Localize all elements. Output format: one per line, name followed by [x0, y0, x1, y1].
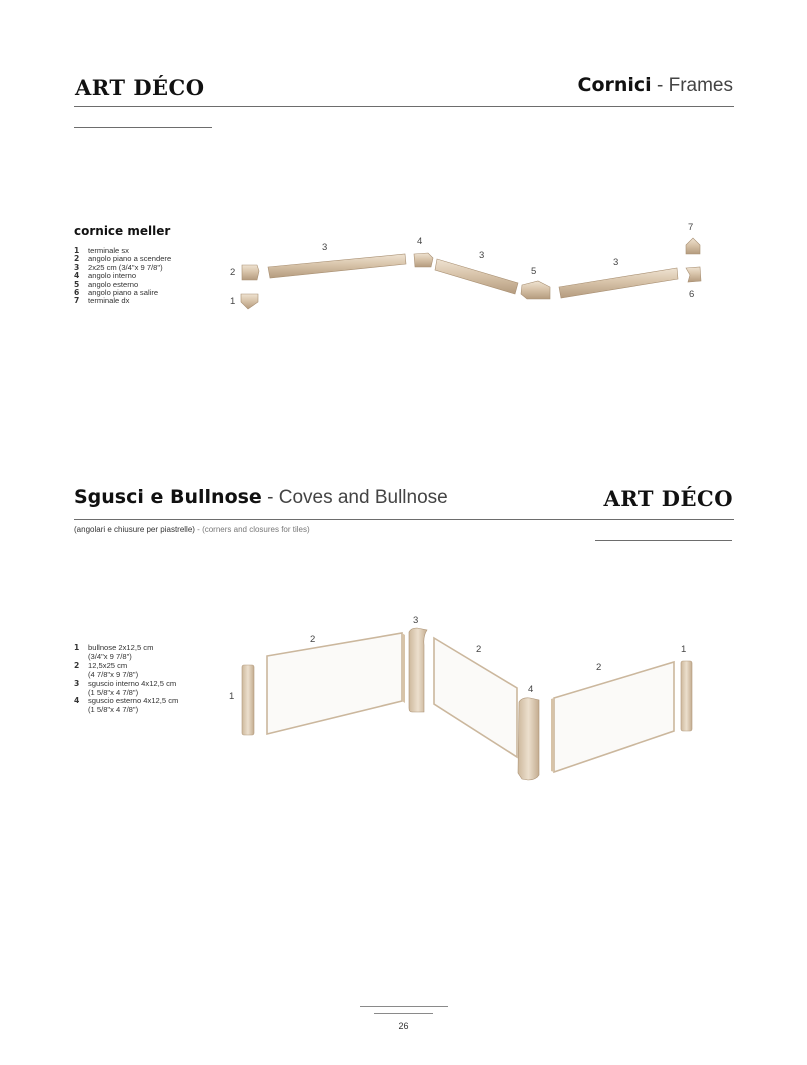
coves-note-it: (angolari e chiusure per piastrelle): [74, 525, 195, 534]
brand-logo-top: ART DÉCO: [75, 75, 205, 100]
bullnose-left: [242, 665, 254, 735]
legend-item: 3 sguscio interno 4x12,5 cm (1 5/8"x 4 7/8"): [74, 678, 177, 697]
page-number: 26: [398, 1021, 409, 1031]
legend-item: 4 angolo interno: [74, 271, 137, 281]
footer-rule-short: [374, 1013, 433, 1014]
tile-middle: [434, 638, 517, 757]
diagram-label: 2: [476, 644, 482, 655]
diagram-label: 3: [613, 257, 619, 268]
frame-piece-straight-3: [559, 268, 678, 298]
diagram-label: 5: [531, 266, 537, 277]
diagram-label: 1: [229, 691, 235, 702]
subtitle-cornice-meller: cornice meller: [74, 224, 171, 238]
cove-outer: [518, 698, 539, 780]
legend-item: 5 angolo esterno: [74, 279, 139, 289]
footer-rule-long: [360, 1006, 448, 1007]
legend-item: 1 terminale sx: [74, 246, 129, 255]
coves-note: [74, 525, 310, 534]
header-rule-middle: [74, 519, 734, 520]
frame-piece-terminal-left: [241, 294, 258, 309]
diagram-label: 1: [230, 296, 236, 307]
frame-piece-corner-down: [242, 265, 259, 280]
diagram-label: 2: [596, 662, 602, 673]
diagram-label: 6: [689, 289, 695, 300]
diagram-label: 2: [230, 267, 236, 278]
frame-piece-corner-up: [686, 267, 701, 282]
legend-item: 6 angolo piano a salire: [74, 288, 159, 298]
title-frames-sep: -: [651, 75, 669, 96]
short-rule-middle: [595, 540, 732, 541]
legend-item: 1 bullnose 2x12,5 cm (3/4"x 9 7/8"): [74, 643, 154, 661]
brand-logo-middle: ART DÉCO: [603, 486, 733, 511]
title-frames-bold: Cornici: [577, 74, 652, 96]
title-frames-light: Frames: [668, 75, 733, 96]
frame-piece-terminal-right: [686, 238, 700, 254]
tile-right: [554, 662, 674, 772]
diagram-label: 3: [413, 615, 419, 626]
tile-left: [267, 633, 402, 734]
coves-note-en: - (corners and closures for tiles): [194, 525, 310, 534]
title-coves-bold: Sgusci e Bullnose: [74, 486, 262, 508]
legend-item: 4 sguscio esterno 4x12,5 cm (1 5/8"x 4 7/8"): [74, 696, 179, 715]
diagram-label: 2: [310, 634, 316, 645]
diagram-label: 4: [528, 684, 534, 695]
section-title-coves: [74, 486, 448, 509]
diagram-label: 1: [681, 644, 687, 655]
legend-item: 3 2x25 cm (3/4"x 9 7/8"): [74, 262, 163, 272]
title-coves-light: Coves and Bullnose: [278, 487, 448, 508]
legend-item: 2 12,5x25 cm (4 7/8"x 9 7/8"): [74, 660, 139, 679]
legend-item: 7 terminale dx: [74, 296, 130, 306]
cove-inner: [409, 628, 427, 712]
legend-coves: [74, 644, 178, 715]
frame-piece-outer-corner: [521, 281, 550, 299]
diagram-label: 3: [479, 250, 485, 261]
bullnose-right: [681, 661, 692, 731]
diagram-label: 7: [688, 222, 694, 233]
frame-piece-inner-corner: [414, 253, 433, 267]
diagram-label: 4: [417, 236, 423, 247]
title-coves-sep: -: [261, 487, 279, 508]
frame-piece-straight-1: [268, 254, 406, 278]
diagram-label: 3: [322, 242, 328, 253]
frame-piece-straight-2: [435, 259, 518, 294]
legend-item: 2 angolo piano a scendere: [74, 254, 172, 264]
